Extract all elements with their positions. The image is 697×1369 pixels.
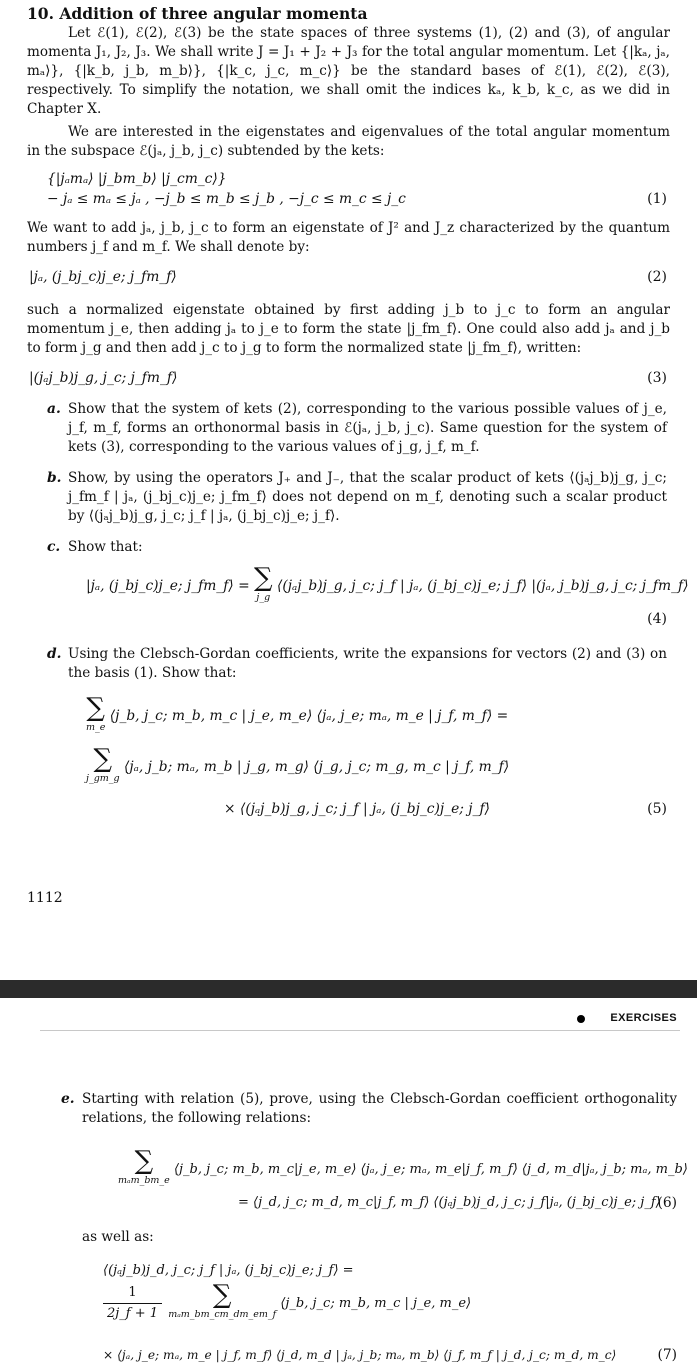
equation-4 — [0, 565, 697, 609]
equation-1-line-2: − jₐ ≤ mₐ ≤ jₐ , −j_b ≤ m_b ≤ j_b , −j_c ≤ m_c ≤ j_c — [47, 191, 406, 207]
item-a-label: a. — [47, 401, 61, 417]
equation-6-sum-sub: mₐm_bm_e — [118, 1175, 170, 1186]
exercise-heading: 10. Addition of three angular momenta — [27, 4, 368, 23]
equation-7-number: (7) — [657, 1347, 677, 1363]
equation-3 — [27, 368, 670, 388]
equation-1 — [27, 169, 670, 209]
equation-5-number: (5) — [647, 801, 667, 817]
equation-6-row-2 — [238, 1193, 661, 1213]
equation-7-line-1: ⟨(jₐj_b)j_d, j_c; j_f | jₐ, (j_bj_c)j_e; j_f⟩ = — [103, 1263, 354, 1278]
fraction-numerator: 1 — [103, 1283, 162, 1304]
equation-5-sum-1-sub: m_e — [86, 722, 106, 733]
equation-6-line-2: = ⟨j_d, j_c; m_d, m_c|j_f, m_f⟩ ⟨(jₐj_b)j_d, j_c; j_f|jₐ, (j_bj_c)j_e; j_f⟩ — [238, 1195, 661, 1210]
sum-symbol: ∑ — [254, 563, 273, 593]
item-d-text: Using the Clebsch-Gordan coefficients, write the expansions for vectors (2) and (3) on the basis (1). Show that: — [68, 646, 667, 681]
equation-5-row-3 — [86, 799, 697, 819]
equation-7-sum — [168, 1282, 276, 1325]
item-e-label: e. — [61, 1091, 75, 1107]
item-c-label: c. — [47, 539, 61, 555]
equation-2-number: (2) — [647, 269, 667, 285]
page-number: 1112 — [27, 890, 63, 906]
equation-7-line-3: × ⟨jₐ, j_e; mₐ, m_e | j_f, m_f⟩ ⟨j_d, m_d | jₐ, j_b; mₐ, m_b⟩ ⟨j_f, m_f | j_d, j_c; m_d, m_c⟩ — [103, 1348, 617, 1362]
item-b-text: Show, by using the operators J₊ and J₋, that the scalar product of kets ⟨(jₐj_b)j_g, j_c; j_fm_f | jₐ, (j_bj_c)j_e; j_fm_f⟩ does not depend on m_f, denoting such a scalar product by ⟨(jₐj_b)j_g, j_c; j_f | jₐ, (j_bj_c)j_e; j_f⟩. — [68, 470, 667, 524]
header-rule — [40, 1030, 680, 1031]
paragraph-2: We are interested in the eigenstates and eigenvalues of the total angular momentum in the subspace ℰ(jₐ, j_b, j_c) subtended by the kets: — [27, 124, 670, 159]
page-exercises — [0, 998, 697, 1369]
item-c-text: Show that: — [68, 539, 143, 555]
item-a — [0, 400, 697, 457]
equation-6-row-1 — [118, 1148, 688, 1191]
item-b — [0, 469, 697, 526]
paragraph-3: We want to add jₐ, j_b, j_c to form an eigenstate of J² and J_z characterized by the quantum numbers j_f and m_f. We shall denote by: — [27, 220, 670, 255]
equation-7-sum-sub: mₐm_bm_cm_dm_em_f — [168, 1309, 277, 1320]
equation-6-line-1: ⟨j_b, j_c; m_b, m_c|j_e, m_e⟩ ⟨jₐ, j_e; mₐ, m_e|j_f, m_f⟩ ⟨j_d, m_d|jₐ, j_b; mₐ, m_b⟩ — [173, 1162, 688, 1177]
sum-symbol: ∑ — [86, 693, 105, 723]
item-d — [0, 645, 697, 683]
sum-symbol: ∑ — [212, 1280, 232, 1310]
equation-4-rhs: ⟨(jₐj_b)j_g, j_c; j_f | jₐ, (j_bj_c)j_e; j_f⟩ |(jₐ, j_b)j_g, j_c; j_fm_f⟩ — [276, 578, 689, 594]
equation-5-sum-1 — [86, 695, 105, 738]
equation-5-sum-2 — [86, 746, 120, 789]
page-divider — [0, 980, 697, 998]
equation-1-line-2-row — [47, 189, 670, 209]
equation-4-sum-sub: j_g — [256, 592, 271, 603]
equation-7-fraction — [103, 1283, 162, 1324]
sum-symbol: ∑ — [93, 744, 113, 774]
equation-6-number: (6) — [657, 1195, 677, 1211]
equation-5 — [0, 695, 697, 819]
item-a-text: Show that the system of kets (2), corresponding to the various possible values of j_e, j_f, m_f, forms an orthonormal basis in ℰ(jₐ, j_b, j_c). Same question for the system of kets (3), corresponding to the various values of j_g, j_f, m_f. — [68, 401, 667, 455]
intro-paragraph: Let ℰ(1), ℰ(2), ℰ(3) be the state spaces of three systems (1), (2) and (3), of angular momenta J₁, J₂, J₃. We shall write J = J₁ + J₂ + J₃ for the total angular momentum. Let {|kₐ, jₐ, mₐ⟩}, {|k_b, j_b, m_b⟩}, {|k_c, j_c, m_c⟩} be the standard bases of ℰ(1), ℰ(2), ℰ(3), respectively. To simplify the notation, we shall omit the indices kₐ, k_b, k_c, as we did in Chapter X. — [27, 25, 670, 117]
bullet-icon — [577, 1015, 585, 1023]
equation-5-line-3: × ⟨(jₐj_b)j_g, j_c; j_f | jₐ, (j_bj_c)j_e; j_f⟩ — [224, 801, 490, 817]
equation-5-sum-2-sub: j_gm_g — [86, 773, 120, 784]
equation-4-number: (4) — [647, 611, 667, 627]
equation-2 — [27, 267, 670, 287]
as-well-as: as well as: — [82, 1229, 154, 1245]
equation-3-body: |(jₐj_b)j_g, j_c; j_fm_f⟩ — [29, 370, 178, 386]
equation-4-lhs: |jₐ, (j_bj_c)j_e; j_fm_f⟩ = — [86, 578, 250, 594]
equation-6-sum — [118, 1148, 170, 1191]
sum-symbol: ∑ — [134, 1146, 154, 1176]
item-c — [0, 538, 697, 557]
equation-5-line-2: ⟨jₐ, j_b; mₐ, m_b | j_g, m_g⟩ ⟨j_g, j_c; m_g, m_c | j_f, m_f⟩ — [124, 759, 510, 775]
fraction-denominator: 2j_f + 1 — [107, 1306, 159, 1321]
item-e — [0, 1090, 697, 1128]
item-b-label: b. — [47, 470, 62, 486]
equation-5-line-1: ⟨j_b, j_c; m_b, m_c | j_e, m_e⟩ ⟨jₐ, j_e; mₐ, m_e | j_f, m_f⟩ = — [109, 708, 509, 724]
equation-2-body: |jₐ, (j_bj_c)j_e; j_fm_f⟩ — [29, 269, 177, 285]
equation-4-sum — [254, 565, 273, 608]
equation-4-number-row — [0, 609, 697, 631]
equation-1-number: (1) — [647, 191, 667, 207]
running-head: EXERCISES — [610, 1012, 677, 1024]
item-e-text: Starting with relation (5), prove, using the Clebsch-Gordan coefficient orthogonality relations, the following relations: — [82, 1091, 677, 1126]
paragraph-4: such a normalized eigenstate obtained by first adding j_b to j_c to form an angular momentum j_e, then adding jₐ to j_e to form the state |j_fm_f⟩. One could also add jₐ and j_b to form j_g and then add j_c to j_g to form the normalized state |j_fm_f⟩, written: — [27, 302, 670, 356]
equation-5-row-2 — [86, 746, 697, 789]
equation-1-line-1: {|jₐmₐ⟩ |j_bm_b⟩ |j_cm_c⟩} — [47, 171, 227, 187]
equation-5-row-1 — [86, 695, 697, 738]
equation-3-number: (3) — [647, 370, 667, 386]
item-d-label: d. — [47, 646, 62, 662]
equation-7-line-2: ⟨j_b, j_c; m_b, m_c | j_e, m_e⟩ — [280, 1296, 472, 1311]
equation-7-row-2 — [103, 1282, 471, 1325]
